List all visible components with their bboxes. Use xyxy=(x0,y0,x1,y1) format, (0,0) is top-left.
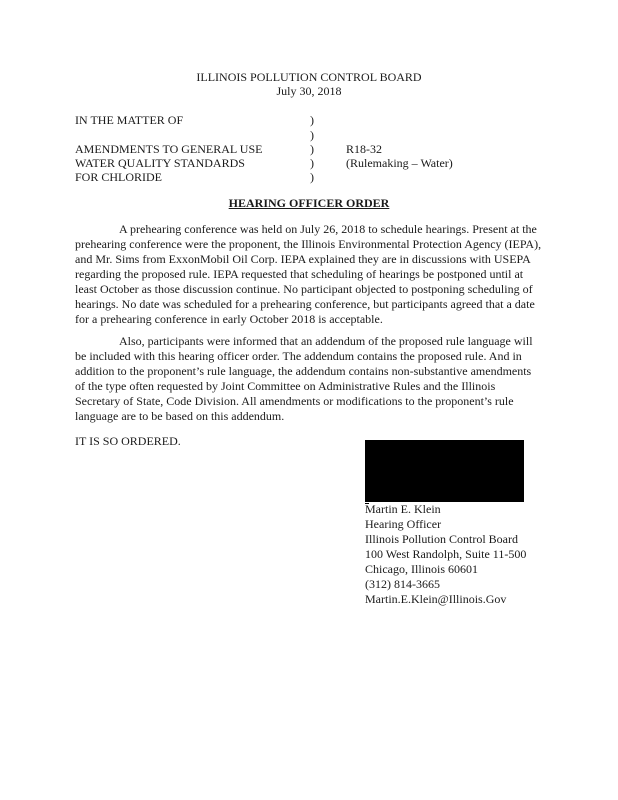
docket-number: R18-32 xyxy=(346,142,382,156)
caption-bracket: ) xyxy=(310,156,314,170)
signer-title: Hearing Officer xyxy=(365,517,442,531)
closing-statement: IT IS SO ORDERED. xyxy=(75,434,181,448)
signer-phone: (312) 814-3665 xyxy=(365,577,440,591)
caption-bracket: ) xyxy=(310,170,314,184)
caption-subject-line: FOR CHLORIDE xyxy=(75,170,163,184)
body-paragraph: Also, participants were informed that an addendum of the proposed rule language will be included with this hearing officer order. The addendum contains the proposed rule. And in addition to the proponent’s rule language, the addendum contains non-substantive amendments of the type often requested by Joint Committee on Administrative Rules and the Illinois Secretary of State, Code Division. All amendments or modifications to the proponent’s rule language are to be based on this addendum. xyxy=(75,334,533,423)
caption-subject-line: WATER QUALITY STANDARDS xyxy=(75,156,245,170)
caption-subject-line: AMENDMENTS TO GENERAL USE xyxy=(75,142,263,156)
body-paragraph: A prehearing conference was held on July 26, 2018 to schedule hearings. Present at the prehearing conference were the proponent, the Illinois Environmental Protection Agency (IEPA), and Mr. Sims from ExxonMobil Oil Corp. IEPA explained they are in discussions with USEPA regarding the proposed rule. IEPA requested that scheduling of hearings be postponed until at least October as those discussion continue. No participant objected to postponing scheduling of hearings. No date was scheduled for a prehearing conference, but participants agreed that a date for a prehearing conference in early October 2018 is acceptable. xyxy=(75,222,542,326)
rulemaking-type: (Rulemaking – Water) xyxy=(346,156,453,170)
signer-city: Chicago, Illinois 60601 xyxy=(365,562,478,576)
order-title: HEARING OFFICER ORDER xyxy=(228,196,390,210)
document-date: July 30, 2018 xyxy=(276,84,342,98)
signer-organization: Illinois Pollution Control Board xyxy=(365,532,519,546)
agency-name: ILLINOIS POLLUTION CONTROL BOARD xyxy=(196,70,422,84)
caption-bracket: ) xyxy=(310,128,314,142)
signer-address: 100 West Randolph, Suite 11-500 xyxy=(365,547,527,561)
signer-name: Martin E. Klein xyxy=(365,502,441,516)
signer-email: Martin.E.Klein@Illinois.Gov xyxy=(365,592,507,606)
signature-redaction xyxy=(365,440,524,502)
caption-bracket: ) xyxy=(310,142,314,156)
caption-bracket: ) xyxy=(310,113,314,127)
in-the-matter-label: IN THE MATTER OF xyxy=(75,113,184,127)
